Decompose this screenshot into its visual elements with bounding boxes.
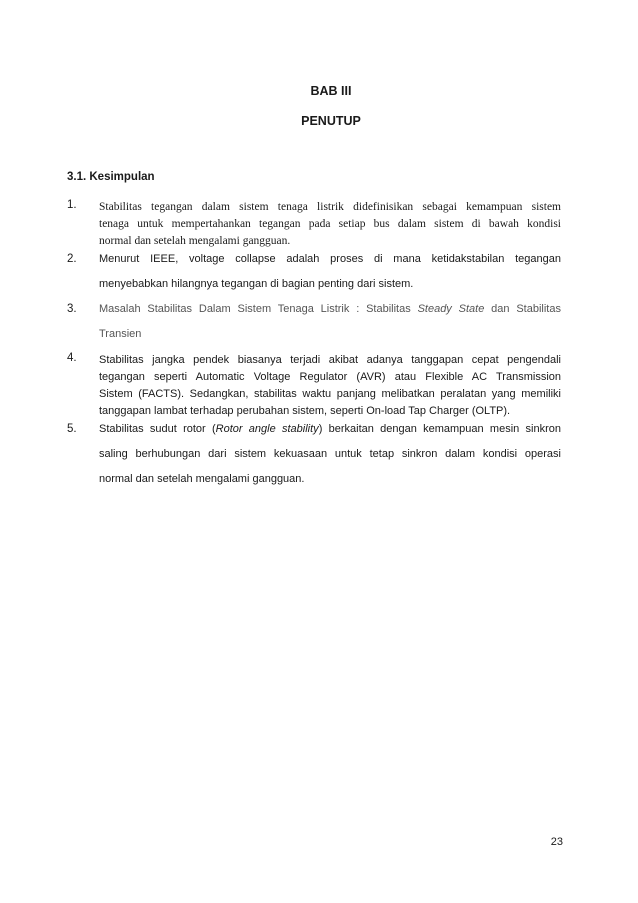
item-line: Stabilitas tegangan dalam sistem tenaga listrik didefinisikan sebagai kemampuan sistem xyxy=(99,201,561,213)
item-text xyxy=(99,417,561,492)
item-line: tanggapan lambat terhadap perubahan sistem, seperti On-load Tap Charger (OLTP). xyxy=(99,405,511,417)
item-text xyxy=(99,199,561,250)
item-text-part: ) berkaitan dengan kemampuan mesin sinkron xyxy=(318,423,561,435)
item-line: Menurut IEEE, voltage collapse adalah proses di mana ketidakstabilan tegangan xyxy=(99,253,561,265)
item-text xyxy=(99,352,561,420)
item-line: tegangan seperti Automatic Voltage Regulator (AVR) atau Flexible AC Transmission xyxy=(99,371,561,383)
item-text-emphasis: Steady State xyxy=(417,303,485,315)
item-number: 3. xyxy=(67,303,77,315)
chapter-title: PENUTUP xyxy=(301,114,361,128)
section-title: 3.1. Kesimpulan xyxy=(67,171,155,183)
item-line: Stabilitas jangka pendek biasanya terjadi akibat adanya tanggapan cepat pengendali xyxy=(99,354,561,366)
item-number: 2. xyxy=(67,253,77,265)
item-text-part: Masalah Stabilitas Dalam Sistem Tenaga Listrik : Stabilitas xyxy=(99,303,418,315)
item-line: menyebabkan hilangnya tegangan di bagian penting dari sistem. xyxy=(99,278,414,290)
item-text-part: dan Stabilitas xyxy=(484,303,561,315)
page-number: 23 xyxy=(550,836,563,848)
item-line xyxy=(99,297,561,322)
item-text-part: Stabilitas sudut rotor ( xyxy=(99,423,216,435)
item-line: tenaga untuk mempertahankan tegangan pada setiap bus dalam sistem di bawah kondisi xyxy=(99,218,561,230)
item-line: normal dan setelah mengalami gangguan. xyxy=(99,235,291,247)
item-text xyxy=(99,247,561,297)
item-line: Transien xyxy=(99,328,142,340)
item-line: saling berhubungan dari sistem kekuasaan untuk tetap sinkron dalam kondisi operasi xyxy=(99,448,561,460)
item-text-emphasis: Rotor angle stability xyxy=(215,423,319,435)
item-number: 5. xyxy=(67,423,77,435)
item-line: normal dan setelah mengalami gangguan. xyxy=(99,473,305,485)
item-number: 4. xyxy=(67,352,77,364)
chapter-number: BAB III xyxy=(310,84,352,98)
item-line xyxy=(99,417,561,442)
item-text xyxy=(99,297,561,347)
item-line: Sistem (FACTS). Sedangkan, stabilitas waktu panjang melibatkan peralatan yang memiliki xyxy=(99,388,561,400)
item-number: 1. xyxy=(67,199,77,211)
